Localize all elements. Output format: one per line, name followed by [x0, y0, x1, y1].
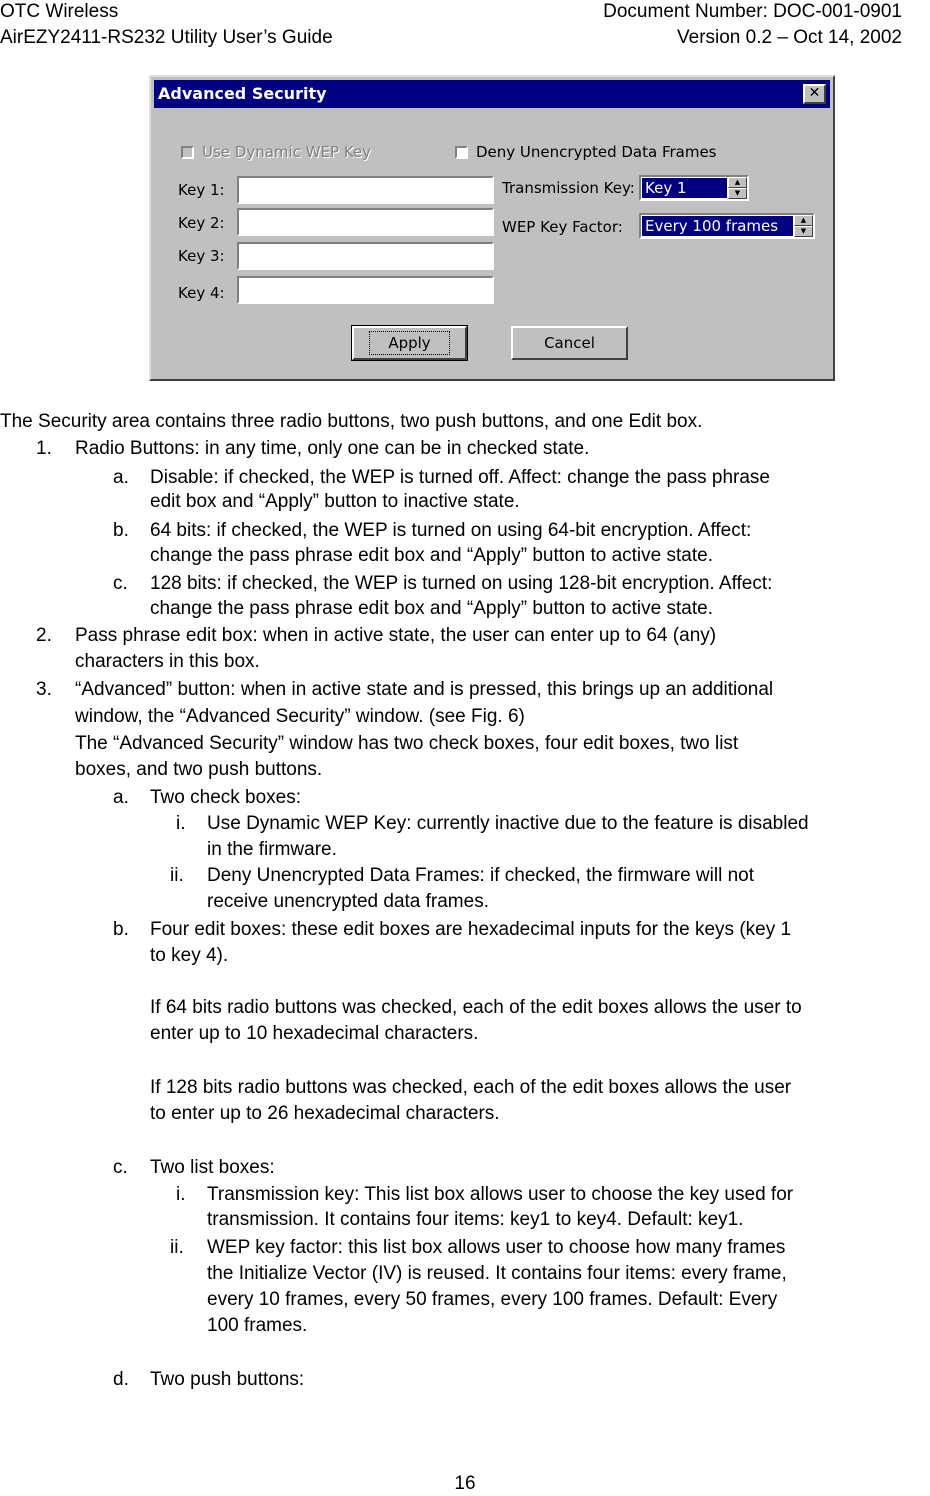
cancel-button-label: Cancel: [544, 334, 595, 352]
item-3a-marker: a.: [113, 787, 129, 808]
item-3a-i-line1: Use Dynamic WEP Key: currently inactive due to the feature is disabled: [207, 813, 809, 834]
item-3b-marker: b.: [113, 919, 129, 940]
key2-label: Key 2:: [178, 214, 225, 232]
cancel-button[interactable]: [511, 326, 628, 360]
dynamic-wep-checkbox[interactable]: [181, 143, 371, 161]
item-1a-line1: Disable: if checked, the WEP is turned off. Affect: change the pass phrase: [150, 467, 770, 488]
intro-paragraph: The Security area contains three radio buttons, two push buttons, and one Edit box.: [0, 411, 703, 432]
item-3a-ii-line1: Deny Unencrypted Data Frames: if checked, the firmware will not: [207, 865, 754, 886]
item-2-line1: Pass phrase edit box: when in active state, the user can enter up to 64 (any): [75, 625, 717, 646]
item-3b-line5: If 128 bits radio buttons was checked, each of the edit boxes allows the user: [150, 1077, 792, 1098]
key4-label: Key 4:: [178, 284, 225, 302]
transmission-key-value: Key 1: [642, 178, 727, 198]
item-3c-ii-line1: WEP key factor: this list box allows user to choose how many frames: [207, 1237, 786, 1258]
key1-input[interactable]: [237, 176, 494, 204]
item-3b-line1: Four edit boxes: these edit boxes are hexadecimal inputs for the keys (key 1: [150, 919, 792, 940]
item-3c-i-marker: i.: [176, 1184, 186, 1205]
apply-button[interactable]: [352, 326, 467, 360]
spin-down-icon[interactable]: ▼: [794, 226, 813, 237]
spin-up-icon[interactable]: ▲: [794, 215, 813, 226]
header-version: Version 0.2 – Oct 14, 2002: [677, 27, 902, 48]
item-1b-line2: change the pass phrase edit box and “Apply” button to active state.: [150, 545, 713, 566]
item-3a-ii-line2: receive unencrypted data frames.: [207, 891, 489, 912]
item-3-line2: window, the “Advanced Security” window. (see Fig. 6): [75, 706, 525, 727]
item-3a-ii-marker: ii.: [170, 865, 184, 886]
item-1a-marker: a.: [113, 467, 129, 488]
deny-unencrypted-label: Deny Unencrypted Data Frames: [476, 143, 717, 161]
item-3b-line3: If 64 bits radio buttons was checked, each of the edit boxes allows the user to: [150, 997, 802, 1018]
item-1-marker: 1.: [36, 438, 52, 459]
item-3a-i-line2: in the firmware.: [207, 839, 337, 860]
item-1c-line2: change the pass phrase edit box and “Apply” button to active state.: [150, 598, 713, 619]
key4-input[interactable]: [237, 276, 494, 304]
item-3c-ii-line3: every 10 frames, every 50 frames, every 100 frames. Default: Every: [207, 1289, 778, 1310]
page-number: 16: [454, 1473, 476, 1494]
item-3-line1: “Advanced” button: when in active state and is pressed, this brings up an additional: [75, 679, 774, 700]
header-company: OTC Wireless: [0, 1, 119, 22]
item-2-line2: characters in this box.: [75, 651, 260, 672]
close-button[interactable]: [803, 84, 826, 104]
item-1c-line1: 128 bits: if checked, the WEP is turned on using 128-bit encryption. Affect:: [150, 573, 773, 594]
deny-unencrypted-checkbox[interactable]: [455, 143, 717, 161]
item-3c-ii-marker: ii.: [170, 1237, 184, 1258]
item-3d-marker: d.: [113, 1369, 129, 1390]
transmission-key-spinner[interactable]: [728, 177, 747, 199]
item-3c-i-line1: Transmission key: This list box allows user to choose the key used for: [207, 1184, 794, 1205]
key2-input[interactable]: [237, 208, 494, 236]
item-1c-marker: c.: [113, 573, 128, 594]
spin-up-icon[interactable]: ▲: [728, 177, 747, 188]
transmission-key-label: Transmission Key:: [502, 179, 635, 197]
apply-button-label: Apply: [369, 331, 449, 355]
spin-down-icon[interactable]: ▼: [728, 188, 747, 199]
item-1b-marker: b.: [113, 520, 129, 541]
item-3c-ii-line4: 100 frames.: [207, 1315, 308, 1336]
item-1a-line2: edit box and “Apply” button to inactive state.: [150, 491, 520, 512]
wep-key-factor-select[interactable]: [639, 213, 815, 239]
dialog-titlebar: [154, 80, 830, 108]
key3-label: Key 3:: [178, 247, 225, 265]
wep-key-factor-spinner[interactable]: [794, 215, 813, 237]
item-1-text: Radio Buttons: in any time, only one can be in checked state.: [75, 438, 590, 459]
item-3b-line4: enter up to 10 hexadecimal characters.: [150, 1023, 479, 1044]
deny-unencrypted-checkbox-box[interactable]: [455, 146, 468, 159]
dynamic-wep-label: Use Dynamic WEP Key: [202, 143, 372, 161]
wep-key-factor-value: Every 100 frames: [642, 216, 793, 236]
key3-input[interactable]: [237, 242, 494, 270]
key1-label: Key 1:: [178, 181, 225, 199]
item-3d-text: Two push buttons:: [150, 1369, 305, 1390]
close-icon: ✕: [808, 85, 821, 101]
item-3-line3: The “Advanced Security” window has two check boxes, four edit boxes, two list: [75, 733, 739, 754]
item-3-line4: boxes, and two push buttons.: [75, 759, 323, 780]
dialog-title: Advanced Security: [158, 84, 327, 103]
item-3c-marker: c.: [113, 1157, 128, 1178]
item-3c-i-line2: transmission. It contains four items: key1 to key4. Default: key1.: [207, 1209, 744, 1230]
wep-key-factor-label: WEP Key Factor:: [502, 218, 623, 236]
advanced-security-dialog: [149, 75, 835, 381]
header-doc-number: Document Number: DOC-001-0901: [603, 1, 902, 22]
dynamic-wep-checkbox-box[interactable]: [181, 146, 194, 159]
item-3-marker: 3.: [36, 679, 52, 700]
item-3b-line2: to key 4).: [150, 945, 229, 966]
item-3c-text: Two list boxes:: [150, 1157, 275, 1178]
item-3a-i-marker: i.: [176, 813, 186, 834]
transmission-key-select[interactable]: [639, 175, 749, 201]
item-3b-line6: to enter up to 26 hexadecimal characters.: [150, 1103, 500, 1124]
item-2-marker: 2.: [36, 625, 52, 646]
item-3c-ii-line2: the Initialize Vector (IV) is reused. It contains four items: every frame,: [207, 1263, 787, 1284]
header-guide-title: AirEZY2411-RS232 Utility User’s Guide: [0, 27, 333, 48]
item-1b-line1: 64 bits: if checked, the WEP is turned on using 64-bit encryption. Affect:: [150, 520, 752, 541]
item-3a-text: Two check boxes:: [150, 787, 302, 808]
